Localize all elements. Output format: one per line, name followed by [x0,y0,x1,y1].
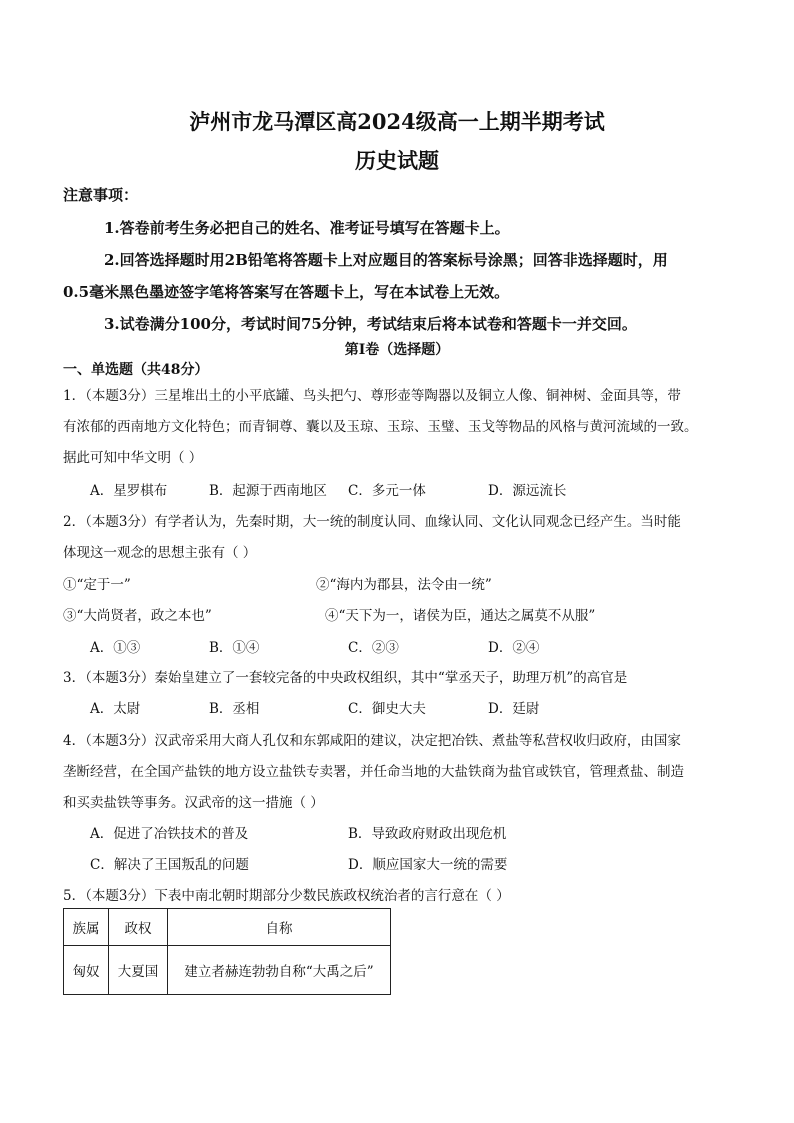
q1-line-2: 有浓郁的西南地方文化特色；而青铜尊、囊以及玉琼、玉琮、玉璧、玉戈等物品的风格与黄河流域的一致。 [63,419,698,435]
q2-option-a[interactable]: A．①③ [90,640,141,656]
notice-item-3: 3.试卷满分100分，考试时间75分钟，考试结束后将本试卷和答题卡一并交回。 [104,315,637,333]
q4-option-d[interactable]: D．顺应国家大一统的需要 [348,857,508,873]
q5-line-1: 5．（本题3分）下表中南北朝时期部分少数民族政权统治者的言行意在（ ） [63,888,510,904]
table-cell: 匈奴 [64,946,109,995]
q2-line-2: 体现这一观念的思想主张有（ ） [63,545,257,561]
q4-line-1: 4．（本题3分）汉武帝采用大商人孔仅和东郭咸阳的建议，决定把冶铁、煮盐等私营权收归政府，由国家 [63,733,681,749]
q4-option-a[interactable]: A．促进了冶铁技术的普及 [90,826,249,842]
q1-line-1: 1．（本题3分）三星堆出土的小平底罐、鸟头把勺、尊形壶等陶器以及铜立人像、铜神树、金面具等，带 [63,388,681,404]
q3-option-a[interactable]: A．太尉 [90,701,141,717]
q2-option-d[interactable]: D．②④ [488,640,540,656]
notice-item-2: 2.回答选择题时用2B铅笔将答题卡上对应题目的答案标号涂黑；回答非选择题时，用 [104,251,668,269]
q4-option-b[interactable]: B．导致政府财政出现危机 [348,826,507,842]
q2-statement-2: ②“海内为郡县，法令由一统” [316,577,492,593]
q2-statement-4: ④“天下为一，诸侯为臣，通达之属莫不从服” [325,608,596,624]
q2-option-c[interactable]: C．②③ [348,640,399,656]
q4-option-c[interactable]: C．解决了王国叛乱的问题 [90,857,249,873]
table-header-cell: 政权 [109,909,168,946]
notice-item-2-cont: 0.5毫米黑色墨迹签字笔将答案写在答题卡上，写在本试卷上无效。 [63,283,510,301]
table-cell: 建立者赫连勃勃自称“大禹之后” [168,946,391,995]
section-title: 一、单选题（共48分） [63,362,209,378]
q3-option-b[interactable]: B．丞相 [209,701,260,717]
table-cell: 大夏国 [109,946,168,995]
q1-option-c[interactable]: C．多元一体 [348,483,426,499]
q2-line-1: 2．（本题3分）有学者认为，先秦时期，大一统的制度认同、血缘认同、文化认同观念已经产生。当时能 [63,514,681,530]
q1-line-3: 据此可知中华文明（ ） [63,450,203,466]
q1-option-d[interactable]: D．源远流长 [488,483,567,499]
table-row [64,946,391,995]
q1-option-b[interactable]: B．起源于西南地区 [209,483,327,499]
exam-subtitle: 历史试题 [355,148,439,173]
q1-option-a[interactable]: A．星罗棋布 [90,483,168,499]
q4-line-3: 和买卖盐铁等事务。汉武帝的这一措施（ ） [63,795,324,811]
table-header-cell: 自称 [168,909,391,946]
q2-statement-3: ③“大尚贤者，政之本也” [63,608,212,624]
q3-option-d[interactable]: D．廷尉 [488,701,540,717]
exam-title: 泸州市龙马潭区高2024级高一上期半期考试 [189,109,605,134]
q3-line-1: 3．（本题3分）秦始皇建立了一套较完备的中央政权组织，其中“掌丞天子，助理万机”的高官是 [63,670,628,686]
notice-item-1: 1.答卷前考生务必把自己的姓名、准考证号填写在答题卡上。 [104,219,510,237]
q2-option-b[interactable]: B．①④ [209,640,260,656]
table-header-cell: 族属 [64,909,109,946]
table-header-row [64,909,391,946]
q4-line-2: 垄断经营，在全国产盐铁的地方设立盐铁专卖署，并任命当地的大盐铁商为盐官或铁官，管理煮盐、制造 [63,764,684,780]
q2-statement-1: ①“定于一” [63,577,131,593]
volume-title: 第Ⅰ卷（选择题） [344,342,450,358]
q5-table [63,908,391,995]
notice-heading: 注意事项： [63,186,139,204]
q3-option-c[interactable]: C．御史大夫 [348,701,426,717]
